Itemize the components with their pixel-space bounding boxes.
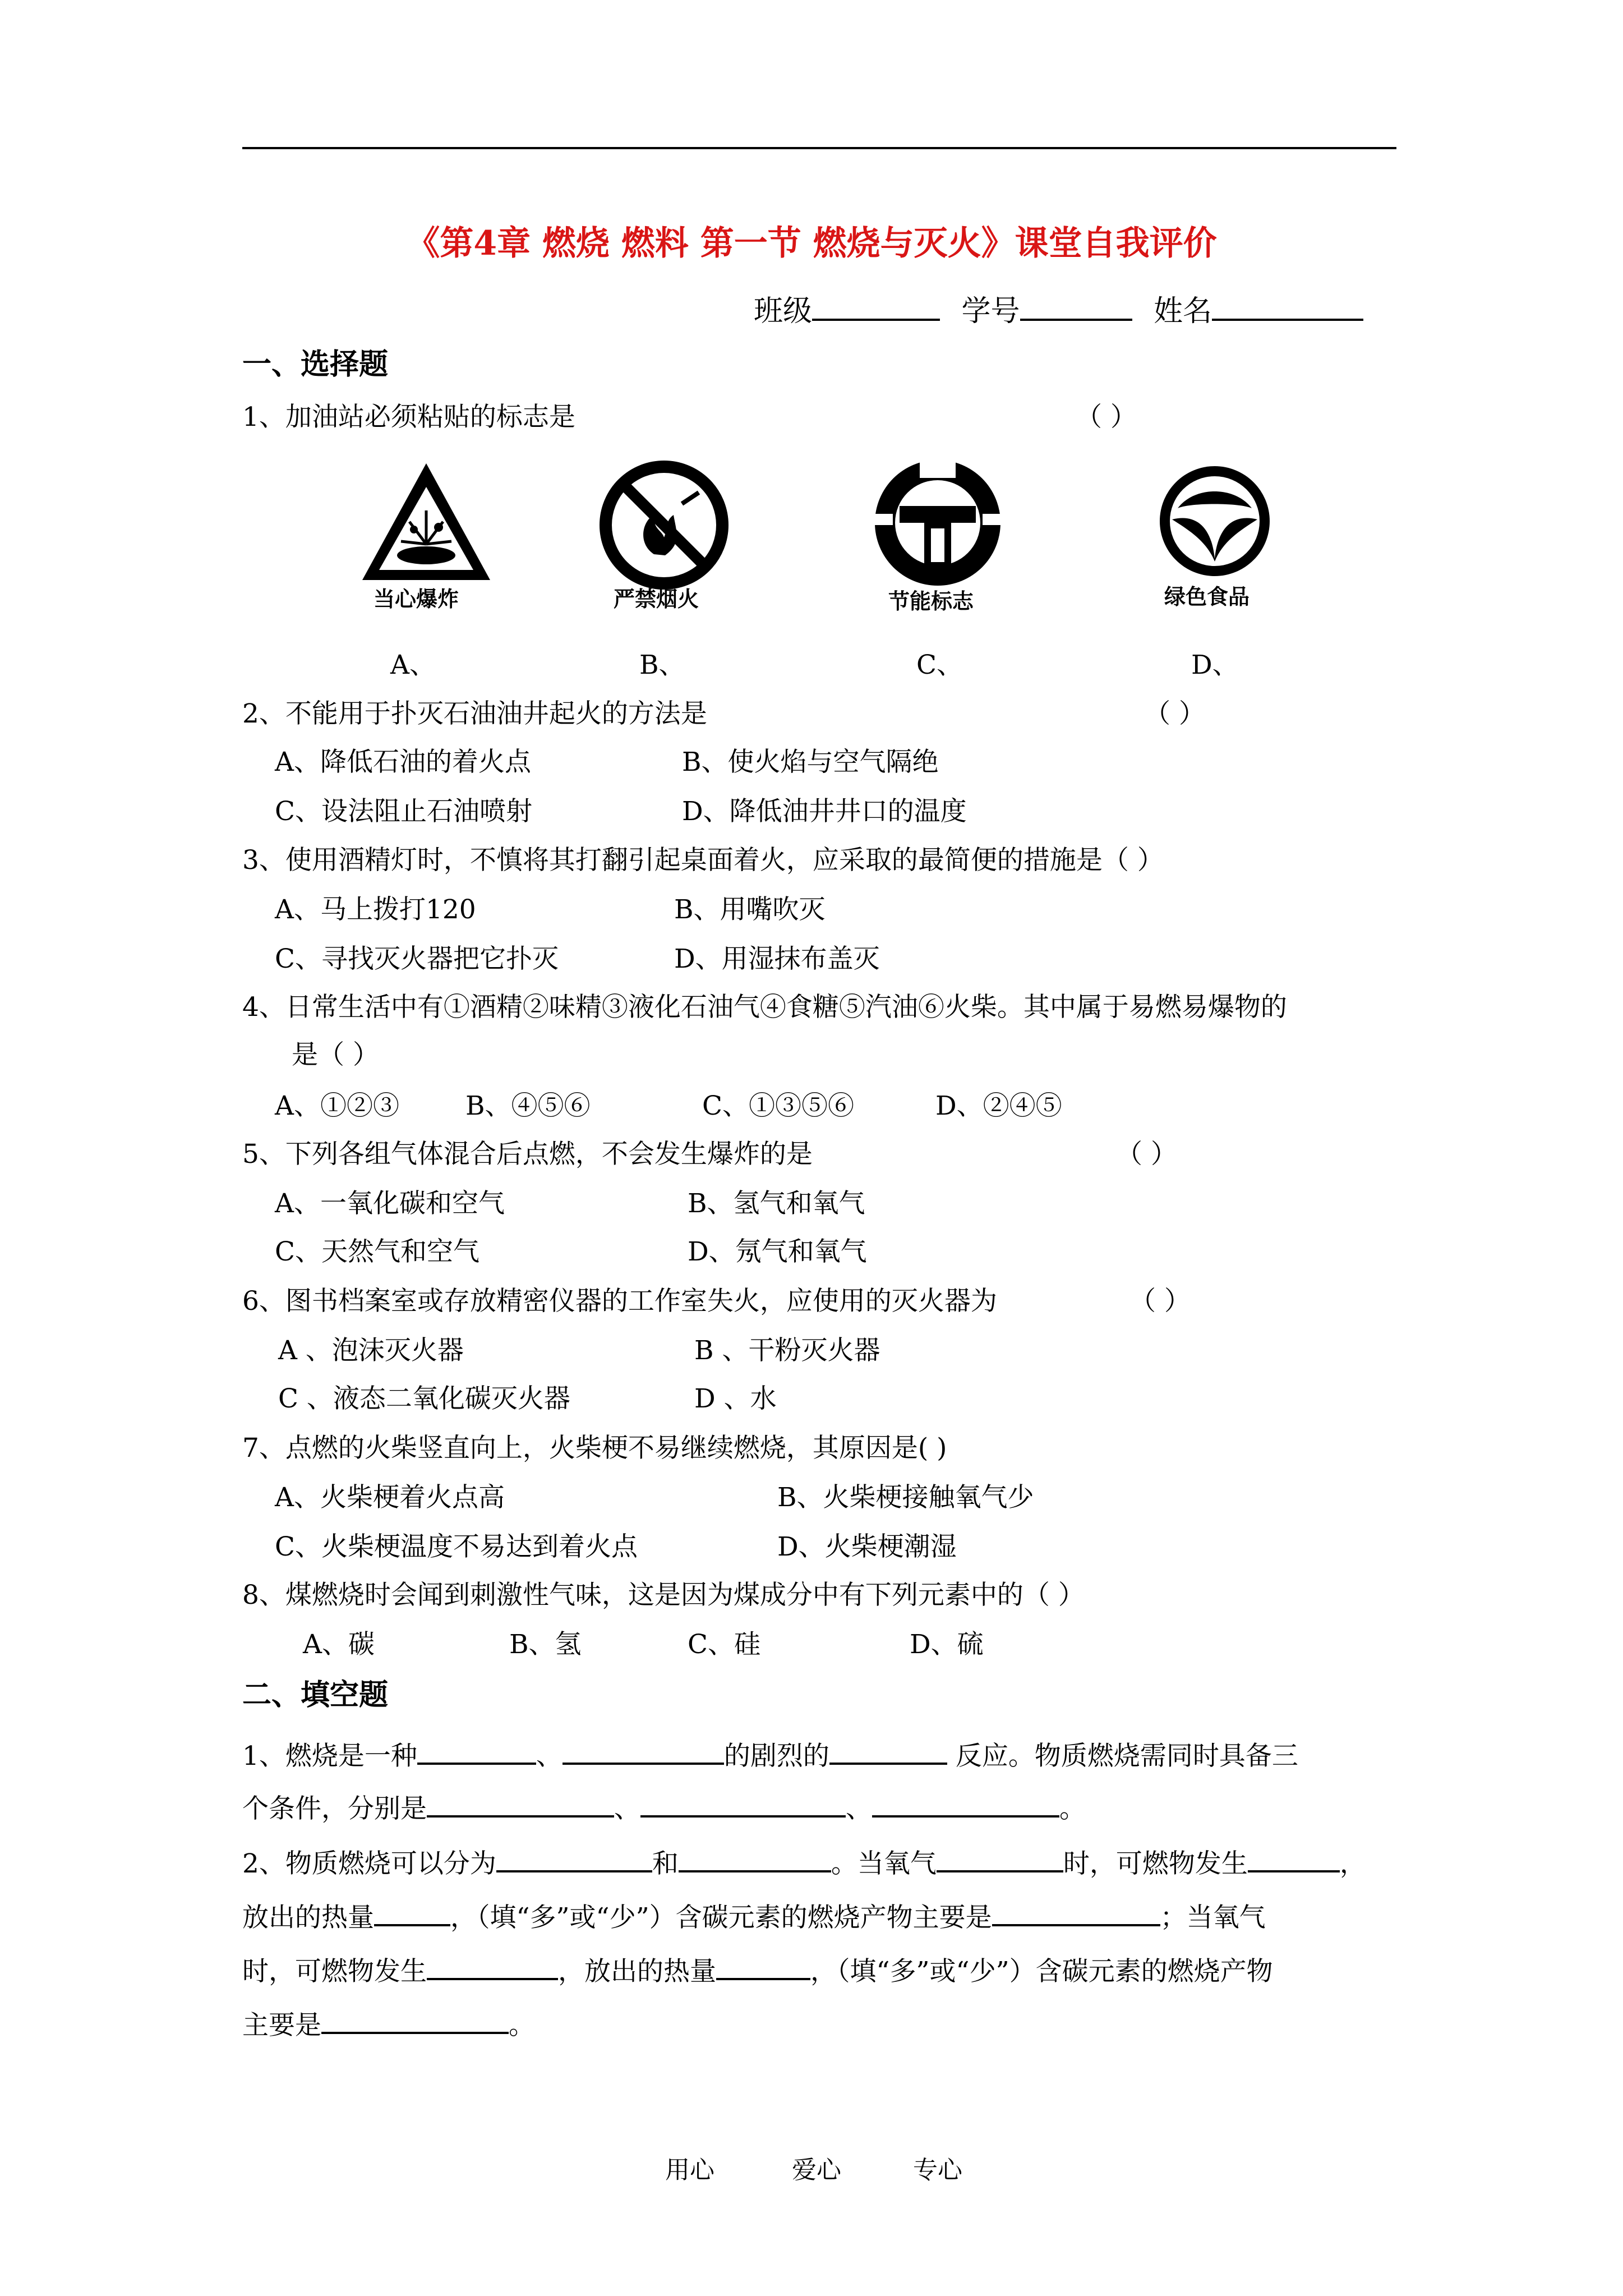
f2-blank-5[interactable]	[374, 1899, 450, 1926]
f1-text-h: 。	[1059, 1793, 1086, 1824]
footer-text-1: 用心	[665, 2156, 714, 2184]
f1-text-f: 、	[614, 1793, 640, 1824]
q6-option-d[interactable]: D 、水	[694, 1383, 777, 1414]
q3-option-a[interactable]: A、马上拨打120	[275, 894, 476, 925]
f2-blank-4[interactable]	[1248, 1846, 1340, 1872]
f2-text-d: 时，可燃物发生	[1063, 1848, 1248, 1879]
q2-text: 2、不能用于扑灭石油油井起火的方法是	[242, 698, 707, 729]
f1-blank-3[interactable]	[829, 1738, 947, 1765]
q4-text-continued: 是（ ）	[292, 1039, 379, 1070]
f2-text-h: ；当氧气	[1160, 1902, 1266, 1933]
q4-option-b[interactable]: B、④⑤⑥	[465, 1091, 591, 1121]
f1-line-2	[242, 1791, 1086, 1825]
f2-text-j: ，放出的热量	[558, 1956, 716, 1987]
name-label: 姓名	[1154, 295, 1212, 328]
q7-option-d[interactable]: D、火柴梗潮湿	[777, 1531, 957, 1562]
f2-blank-3[interactable]	[937, 1846, 1063, 1872]
f1-blank-5[interactable]	[640, 1791, 846, 1818]
q3-text: 3、使用酒精灯时，不慎将其打翻引起桌面着火，应采取的最简便的措施是（ ）	[242, 845, 1164, 876]
id-blank[interactable]	[1020, 294, 1132, 321]
q4-text: 4、日常生活中有①酒精②味精③液化石油气④食糖⑤汽油⑥火柴。其中属于易燃易爆物的	[242, 992, 1287, 1023]
q5-option-a[interactable]: A、一氧化碳和空气	[275, 1188, 505, 1219]
f2-blank-8[interactable]	[716, 1953, 810, 1980]
q6-text: 6、图书档案室或存放精密仪器的工作室失火，应使用的灭火器为	[242, 1286, 997, 1317]
q6-option-a[interactable]: A 、泡沫灭火器	[278, 1335, 464, 1366]
q2-option-b[interactable]: B、使火焰与空气隔绝	[682, 747, 939, 777]
q3-option-d[interactable]: D、用湿抹布盖灭	[674, 944, 880, 974]
f2-blank-2[interactable]	[679, 1846, 831, 1872]
no-fire-icon	[598, 459, 730, 591]
q1-option-d[interactable]: D、	[1191, 650, 1239, 680]
energy-saving-icon	[870, 455, 1005, 590]
f2-line-2	[242, 1899, 1266, 1934]
sign-c-caption: 节能标志	[888, 589, 974, 614]
q4-option-c[interactable]: C、①③⑤⑥	[702, 1091, 854, 1121]
f2-text-c: 。当氧气	[831, 1848, 937, 1879]
q8-option-d[interactable]: D、硫	[910, 1629, 984, 1660]
f2-text-m: 。	[509, 2010, 535, 2041]
q7-option-b[interactable]: B、火柴梗接触氧气少	[777, 1482, 1034, 1513]
f2-line-1	[242, 1846, 1366, 1880]
f1-blank-4[interactable]	[427, 1791, 614, 1818]
f1-blank-2[interactable]	[562, 1738, 724, 1765]
f2-line-4	[242, 2007, 535, 2041]
q1-text: 1、加油站必须粘贴的标志是	[242, 402, 575, 432]
sign-a-caption: 当心爆炸	[374, 587, 459, 611]
f1-blank-1[interactable]	[417, 1738, 536, 1765]
green-food-icon	[1155, 463, 1274, 579]
f1-blank-6[interactable]	[872, 1791, 1059, 1818]
q5-text: 5、下列各组气体混合后点燃，不会发生爆炸的是	[242, 1139, 813, 1170]
explosion-warning-icon	[359, 460, 494, 585]
sign-d-caption: 绿色食品	[1164, 585, 1250, 609]
id-label: 学号	[961, 295, 1020, 328]
q1-option-c[interactable]: C、	[916, 650, 963, 680]
q7-option-a[interactable]: A、火柴梗着火点高	[275, 1482, 505, 1513]
q7-text: 7、点燃的火柴竖直向上，火柴梗不易继续燃烧，其原因是( )	[242, 1433, 947, 1464]
f2-blank-9[interactable]	[321, 2007, 509, 2034]
name-blank[interactable]	[1212, 294, 1363, 321]
q1-answer-paren[interactable]: （ ）	[1076, 402, 1137, 432]
q2-option-c[interactable]: C、设法阻止石油喷射	[275, 796, 532, 827]
q4-option-d[interactable]: D、②④⑤	[935, 1091, 1062, 1121]
q6-answer-paren[interactable]: （ ）	[1129, 1286, 1191, 1317]
q4-option-a[interactable]: A、①②③	[275, 1091, 399, 1121]
footer-text-3: 专心	[913, 2156, 962, 2184]
q7-option-c[interactable]: C、火柴梗温度不易达到着火点	[275, 1531, 638, 1562]
q1-option-b[interactable]: B、	[639, 650, 685, 680]
f2-line-3	[242, 1953, 1273, 1987]
f2-text-i: 时，可燃物发生	[242, 1956, 427, 1987]
f2-text-l: 主要是	[242, 2010, 321, 2041]
q8-option-b[interactable]: B、氢	[509, 1629, 582, 1660]
q2-answer-paren[interactable]: （ ）	[1144, 698, 1205, 729]
class-blank[interactable]	[812, 294, 940, 321]
f2-text-e: ，	[1339, 1848, 1366, 1879]
f2-blank-6[interactable]	[992, 1899, 1160, 1926]
header-rule	[242, 147, 1396, 149]
section2-heading: 二、填空题	[242, 1678, 389, 1712]
f1-text-b: 、	[536, 1741, 562, 1772]
student-info	[754, 294, 1363, 328]
sign-b-caption: 严禁烟火	[614, 587, 699, 611]
q6-option-b[interactable]: B 、干粉灭火器	[694, 1335, 880, 1366]
page-title: 《第4章 燃烧 燃料 第一节 燃烧与灭火》课堂自我评价	[406, 224, 1217, 263]
q5-answer-paren[interactable]: （ ）	[1116, 1139, 1177, 1170]
q3-option-c[interactable]: C、寻找灭火器把它扑灭	[275, 944, 559, 974]
q2-option-d[interactable]: D、降低油井井口的温度	[682, 796, 967, 827]
q5-option-b[interactable]: B、氢气和氧气	[688, 1188, 865, 1219]
f2-blank-1[interactable]	[496, 1846, 652, 1872]
q2-option-a[interactable]: A、降低石油的着火点	[275, 747, 531, 777]
f2-text-b: 和	[652, 1848, 679, 1879]
footer-text-2: 爱心	[792, 2156, 841, 2184]
f1-text-c: 的剧烈的	[723, 1741, 829, 1772]
f2-text-g: ，（填“多”或“少”）含碳元素的燃烧产物主要是	[450, 1902, 992, 1933]
f2-text-f: 放出的热量	[242, 1902, 374, 1933]
q6-option-c[interactable]: C 、液态二氧化碳灭火器	[278, 1383, 570, 1414]
f1-text-e: 个条件，分别是	[242, 1793, 427, 1824]
q3-option-b[interactable]: B、用嘴吹灭	[674, 894, 826, 925]
f1-text-d: 反应。物质燃烧需同时具备三	[947, 1741, 1298, 1772]
q8-option-a[interactable]: A、碳	[303, 1629, 375, 1660]
section1-heading: 一、选择题	[242, 347, 389, 381]
f1-line-1	[242, 1738, 1298, 1772]
q5-option-c[interactable]: C、天然气和空气	[275, 1236, 479, 1267]
f1-text-a: 1、燃烧是一种	[242, 1741, 417, 1772]
q5-option-d[interactable]: D、氖气和氧气	[688, 1236, 867, 1267]
q1-option-a[interactable]: A、	[390, 650, 436, 680]
f2-text-k: ，（填“多”或“少”）含碳元素的燃烧产物	[810, 1956, 1273, 1987]
f2-text-a: 2、物质燃烧可以分为	[242, 1848, 496, 1879]
f2-blank-7[interactable]	[427, 1953, 558, 1980]
f1-text-g: 、	[846, 1793, 872, 1824]
class-label: 班级	[754, 295, 813, 328]
q8-option-c[interactable]: C、硅	[688, 1629, 760, 1660]
q8-text: 8、煤燃烧时会闻到刺激性气味，这是因为煤成分中有下列元素中的（ ）	[242, 1580, 1085, 1611]
